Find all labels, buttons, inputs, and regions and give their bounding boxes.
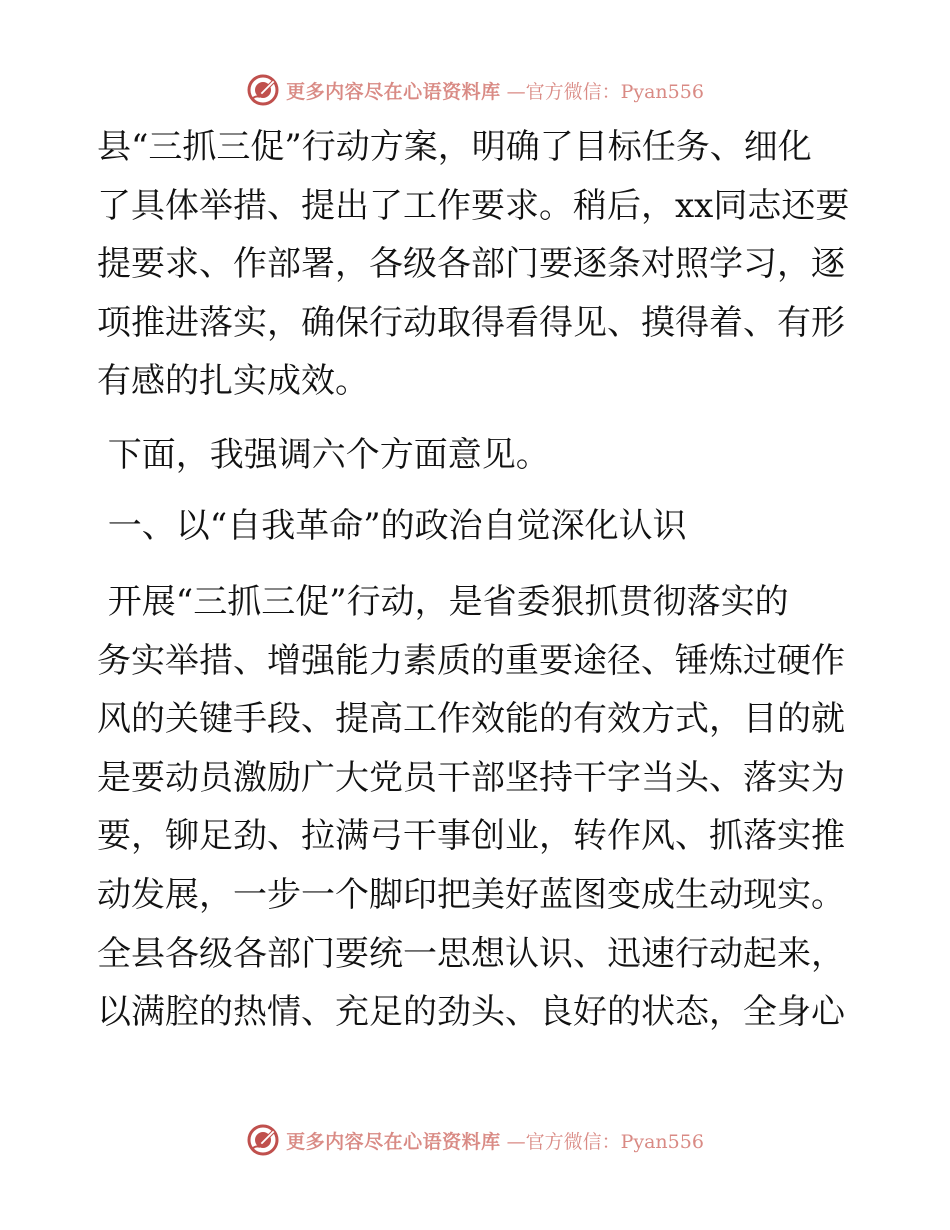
pen-logo-icon [246,1123,280,1157]
text-line: 动发展，一步一个脚印把美好蓝图变成生动现实。 [97,874,845,915]
text-line: 全县各级各部门要统一思想认识、迅速行动起来， [97,933,845,974]
section-heading [97,497,857,556]
text-line: 以满腔的热情、充足的劲头、良好的状态，全身心 [97,992,845,1033]
intro-paragraph [97,118,857,411]
text-line: 风的关键手段、提高工作效能的有效方式，目的就 [97,699,845,740]
lead-paragraph [97,426,857,485]
text-line: 开展“三抓三促”行动，是省委狠抓贯彻落实的 [97,582,789,622]
lead-line: 下面，我强调六个方面意见。 [97,435,550,475]
text-line: 项推进落实，确保行动取得看得见、摸得着、有形 [97,302,845,343]
header-watermark-banner [0,70,950,110]
text-line: 县“三抓三促”行动方案，明确了目标任务、细化 [97,127,812,167]
text-line: 是要动员激励广大党员干部坚持干字当头、落实为 [97,757,845,798]
text-line: 了具体举措、提出了工作要求。稍后，xx同志还要 [97,185,850,226]
footer-banner-suffix: —官方微信：Pyan556 [506,1130,704,1153]
text-line: 提要求、作部署，各级各部门要逐条对照学习，逐 [97,244,845,285]
pen-logo-icon [246,73,280,107]
header-banner-text: 更多内容尽在心语资料库 [286,80,501,103]
text-line: 有感的扎实成效。 [97,361,369,402]
heading-line: 一、以“自我革命”的政治自觉深化认识 [97,506,687,546]
text-line: 要，铆足劲、拉满弓干事创业，转作风、抓落实推 [97,816,845,857]
text-line: 务实举措、增强能力素质的重要途径、锤炼过硬作 [97,640,845,681]
footer-banner-text: 更多内容尽在心语资料库 [286,1130,501,1153]
section1-paragraph [97,573,857,1042]
footer-watermark-banner [0,1120,950,1160]
header-banner-suffix: —官方微信：Pyan556 [506,80,704,103]
